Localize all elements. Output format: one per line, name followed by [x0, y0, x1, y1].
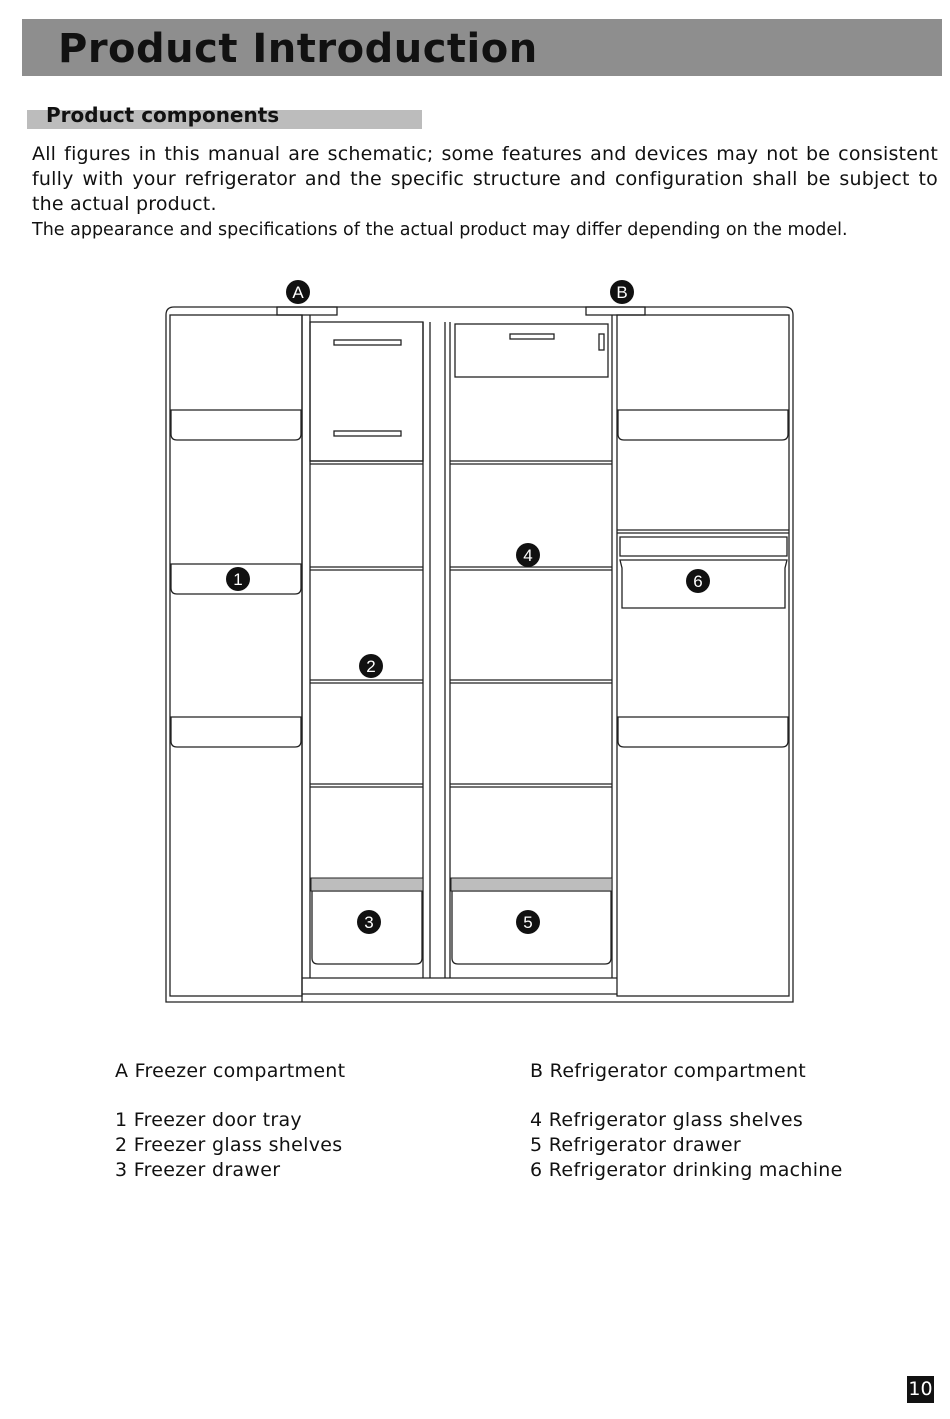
svg-text:6: 6	[693, 572, 703, 591]
page-number: 10	[907, 1376, 934, 1403]
svg-text:2: 2	[366, 657, 376, 676]
marker-3	[357, 910, 381, 934]
refrigerator-door-tray	[618, 717, 788, 747]
hinge-a	[277, 307, 337, 315]
section-subtitle: Product components	[46, 103, 280, 127]
svg-text:B: B	[616, 283, 628, 302]
legend-item: 4 Refrigerator glass shelves	[530, 1109, 804, 1131]
refrigerator-door	[617, 315, 789, 996]
hinge-b	[586, 307, 645, 315]
legend-item: 1 Freezer door tray	[115, 1109, 302, 1131]
cabinet-outline	[166, 307, 793, 1002]
legend-refrigerator-compartment: B Refrigerator compartment	[530, 1060, 807, 1082]
legend-list-left	[115, 1108, 342, 1183]
drinking-machine	[620, 537, 787, 556]
legend-list-right	[530, 1108, 843, 1183]
ice-tray	[310, 322, 423, 461]
freezer-door	[170, 315, 302, 996]
marker-6	[686, 569, 710, 593]
legend-item: 2 Freezer glass shelves	[115, 1134, 343, 1156]
legend-item: 5 Refrigerator drawer	[530, 1134, 741, 1156]
legend-freezer-compartment: A Freezer compartment	[115, 1060, 346, 1082]
legend-item: 3 Freezer drawer	[115, 1159, 281, 1181]
svg-text:A: A	[292, 283, 304, 302]
freezer-door-tray	[171, 410, 301, 440]
page-title: Product Introduction	[58, 26, 538, 72]
marker-5	[516, 910, 540, 934]
refrigerator-door-tray	[618, 410, 788, 440]
control-panel	[455, 324, 608, 377]
intro-paragraph-2: The appearance and specifications of the actual product may differ depending on the model.	[32, 220, 848, 240]
marker-a	[286, 280, 310, 304]
intro-paragraph-1: All figures in this manual are schematic; some features and devices may not be consistent fully with your refrigerator and the specific structure and configuration shall be subject to the actual product.	[32, 143, 938, 215]
svg-text:1: 1	[233, 570, 243, 589]
freezer-door-tray	[171, 717, 301, 747]
svg-text:4: 4	[523, 546, 533, 565]
marker-1	[226, 567, 250, 591]
svg-text:5: 5	[523, 913, 533, 932]
svg-text:3: 3	[364, 913, 374, 932]
legend-item: 6 Refrigerator drinking machine	[530, 1159, 843, 1181]
marker-2	[359, 654, 383, 678]
marker-4	[516, 543, 540, 567]
marker-b	[610, 280, 634, 304]
